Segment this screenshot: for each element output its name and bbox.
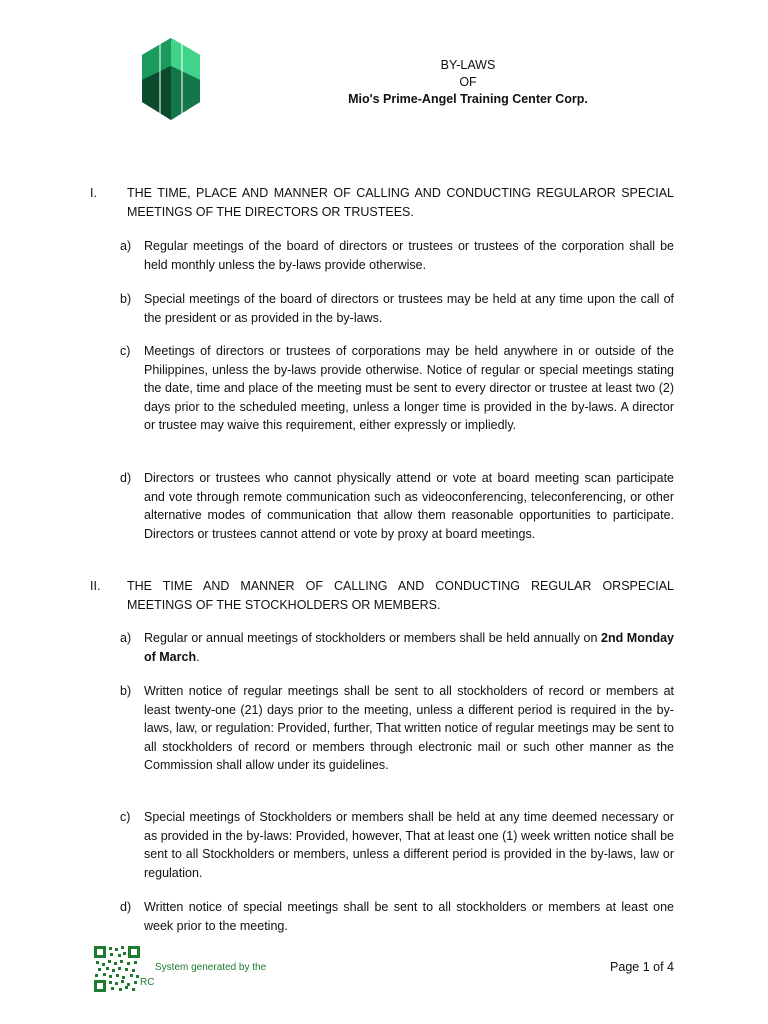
section-heading-1 bbox=[90, 184, 674, 221]
item-text bbox=[144, 629, 674, 666]
section-heading-text: THE TIME AND MANNER OF CALLING AND CONDUCTING REGULAR ORSPECIAL MEETINGS OF THE STOCKHOLDERS OR MEMBERS. bbox=[127, 579, 674, 612]
list-item bbox=[120, 469, 674, 543]
item-text-suffix: . bbox=[196, 649, 200, 664]
section-number: I. bbox=[90, 186, 97, 200]
meeting-date: 2nd Monday of March bbox=[144, 631, 675, 664]
item-text: Regular meetings of the board of directors or trustees or trustees of the corporation shall be held monthly unless the by-laws provide otherwise. bbox=[144, 239, 674, 272]
item-text: Written notice of regular meetings shall be sent to all stockholders of record or members at least twenty-one (21) days prior to the meeting, unless a different period is required in the by-laws, law, or regulation: Provided, further, That written notice of regular meetings may be sent to all stockholders of record or members through electronic mail or such other manner as the Commission shall allow under its guidelines. bbox=[144, 684, 674, 772]
item-label: b) bbox=[120, 684, 132, 698]
item-text: Special meetings of the board of directors or trustees may be held at any time upon the call of the president or as provided in the by-laws. bbox=[144, 292, 674, 325]
list-item bbox=[120, 682, 674, 775]
footer-rc-text: RC bbox=[140, 977, 155, 988]
section-heading-2 bbox=[90, 577, 674, 614]
item-text: Directors or trustees who cannot physically attend or vote at board meeting scan participate and vote through remote communication such as videoconferencing, teleconferencing, or other alternative modes of communication that allow them reasonable opportunities to participate. Directors or trustees cannot attend or vote by proxy at board meetings. bbox=[144, 471, 674, 541]
list-item bbox=[120, 290, 674, 327]
qr-code-icon bbox=[94, 946, 140, 992]
company-name: Mio's Prime-Angel Training Center Corp. bbox=[348, 92, 588, 106]
item-text-main: Regular or annual meetings of stockholders or members shall be held annually on bbox=[144, 631, 601, 645]
doc-title: BY-LAWS bbox=[440, 58, 496, 72]
item-label: b) bbox=[120, 292, 132, 306]
list-item bbox=[120, 808, 674, 882]
doc-of: OF bbox=[459, 75, 477, 89]
item-text: Meetings of directors or trustees of corporations may be held anywhere in or outside of the Philippines, unless the by-laws provide otherwise. Notice of regular or special meetings stating the date, time and place of the meeting must be sent to every director or trustee at least two (2) days prior to the scheduled meeting, unless a longer time is provided in the by-laws. A director or trustee may waive this requirement, either expressly or impliedly. bbox=[144, 344, 674, 432]
page-number: Page 1 of 4 bbox=[610, 960, 674, 974]
section-heading-text: THE TIME, PLACE AND MANNER OF CALLING AND CONDUCTING REGULAROR SPECIAL MEETINGS OF THE DIRECTORS OR TRUSTEES. bbox=[127, 186, 674, 219]
item-label: a) bbox=[120, 239, 132, 253]
footer-system-text: System generated by the bbox=[155, 962, 267, 973]
list-item bbox=[120, 629, 674, 666]
document-header bbox=[300, 57, 636, 108]
item-label: c) bbox=[120, 810, 131, 824]
item-text: Written notice of special meetings shall be sent to all stockholders or members at least one week prior to the meeting. bbox=[144, 900, 674, 933]
item-label: d) bbox=[120, 471, 132, 485]
list-item bbox=[120, 237, 674, 274]
company-logo bbox=[142, 38, 200, 120]
list-item bbox=[120, 898, 674, 935]
item-label: d) bbox=[120, 900, 132, 914]
list-item bbox=[120, 342, 674, 435]
item-text: Special meetings of Stockholders or members shall be held at any time deemed necessary or as provided in the by-laws: Provided, however, That at least one (1) week written notice shall be sent to all Stockholders or members, unless a different period is provided in the by-laws, law or regulation. bbox=[144, 810, 674, 880]
item-label: c) bbox=[120, 344, 131, 358]
section-number: II. bbox=[90, 579, 101, 593]
item-label: a) bbox=[120, 631, 132, 645]
